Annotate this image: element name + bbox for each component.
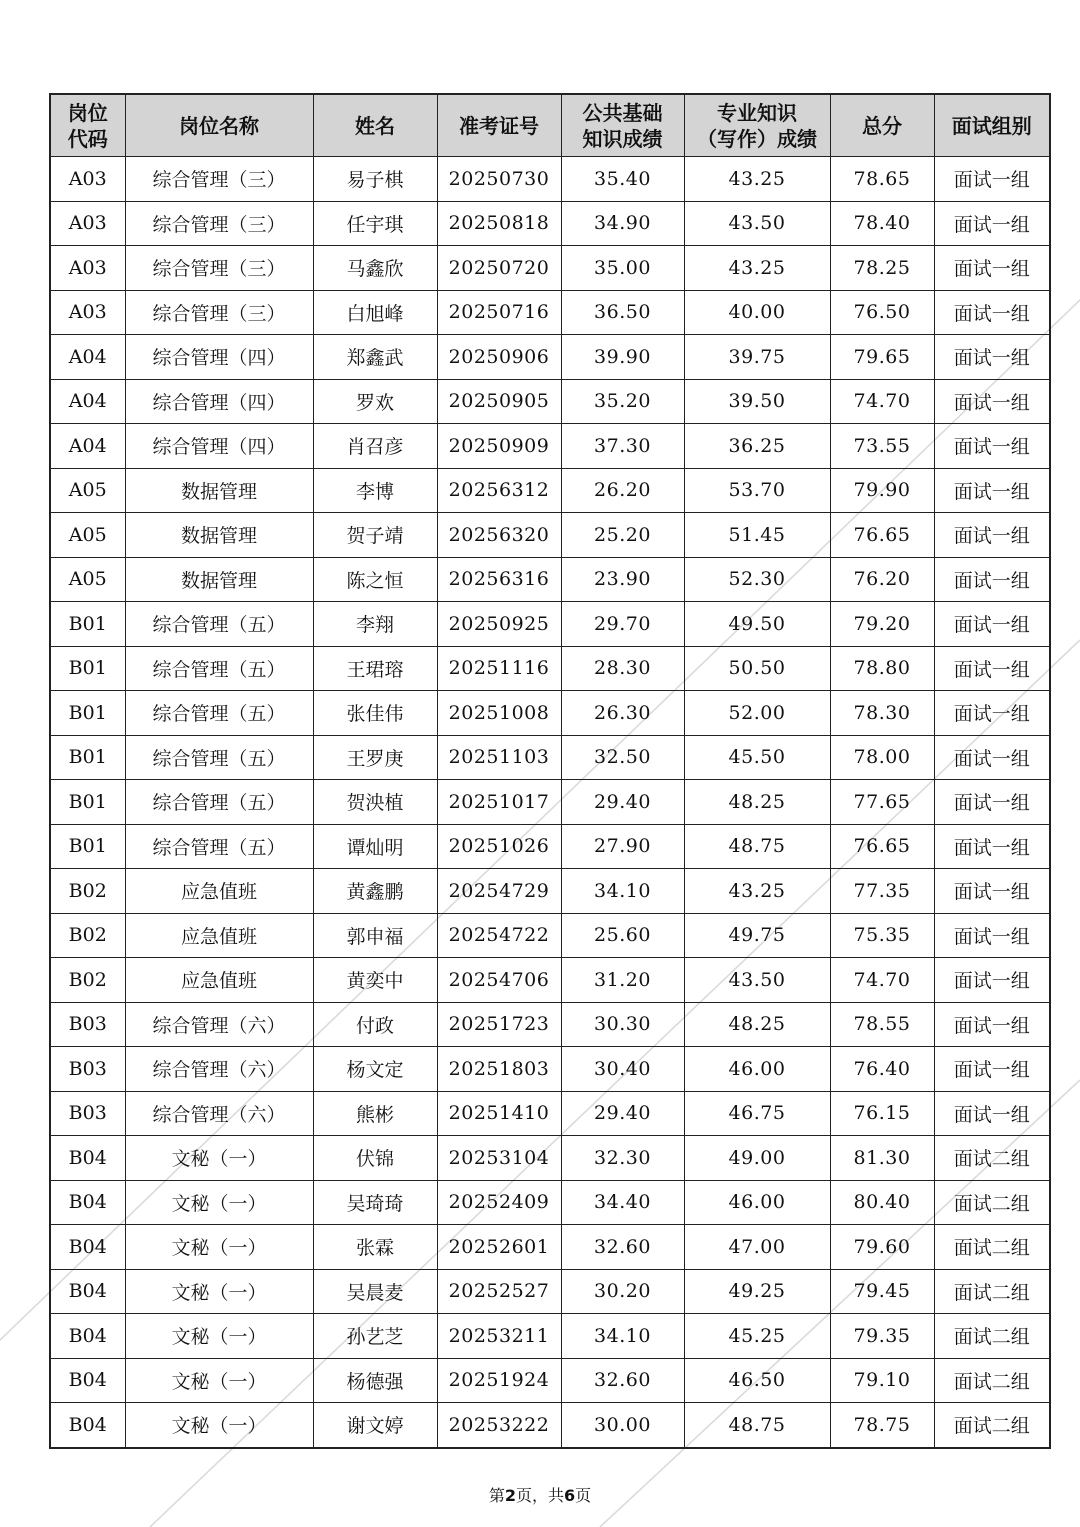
cell-name: 谢文婷: [313, 1403, 437, 1448]
cell-total-score: 78.40: [830, 201, 934, 246]
cell-total-score: 78.25: [830, 246, 934, 291]
cell-professional-score: 36.25: [684, 424, 830, 469]
cell-exam-id: 20250730: [437, 157, 561, 202]
cell-post-name: 应急值班: [125, 913, 313, 958]
table-row: [50, 1047, 1050, 1092]
cell-public-score: 39.90: [561, 335, 684, 380]
cell-interview-group: 面试一组: [934, 735, 1050, 780]
cell-post-name: 文秘（一）: [125, 1136, 313, 1181]
cell-post-name: 应急值班: [125, 958, 313, 1003]
cell-interview-group: 面试二组: [934, 1180, 1050, 1225]
cell-post-name: 综合管理（六）: [125, 1091, 313, 1136]
cell-total-score: 76.65: [830, 513, 934, 558]
cell-interview-group: 面试二组: [934, 1269, 1050, 1314]
cell-public-score: 34.10: [561, 1314, 684, 1359]
table-row: [50, 335, 1050, 380]
cell-post-name: 文秘（一）: [125, 1269, 313, 1314]
cell-professional-score: 49.00: [684, 1136, 830, 1181]
cell-post-name: 数据管理: [125, 468, 313, 513]
cell-public-score: 25.60: [561, 913, 684, 958]
cell-professional-score: 39.75: [684, 335, 830, 380]
cell-interview-group: 面试一组: [934, 913, 1050, 958]
cell-exam-id: 20250925: [437, 602, 561, 647]
cell-post-name: 文秘（一）: [125, 1358, 313, 1403]
cell-professional-score: 49.75: [684, 913, 830, 958]
cell-exam-id: 20251803: [437, 1047, 561, 1092]
cell-exam-id: 20251924: [437, 1358, 561, 1403]
cell-post-name: 综合管理（三）: [125, 290, 313, 335]
cell-name: 杨文定: [313, 1047, 437, 1092]
cell-total-score: 74.70: [830, 379, 934, 424]
cell-exam-id: 20250818: [437, 201, 561, 246]
table-row: [50, 1314, 1050, 1359]
cell-exam-id: 20250906: [437, 335, 561, 380]
cell-post-name: 综合管理（六）: [125, 1047, 313, 1092]
cell-post-code: B03: [50, 1002, 125, 1047]
cell-interview-group: 面试二组: [934, 1358, 1050, 1403]
cell-interview-group: 面试一组: [934, 157, 1050, 202]
cell-name: 贺子靖: [313, 513, 437, 558]
cell-post-name: 综合管理（四）: [125, 335, 313, 380]
cell-public-score: 27.90: [561, 824, 684, 869]
cell-total-score: 76.20: [830, 557, 934, 602]
cell-name: 易子棋: [313, 157, 437, 202]
header-exam-id: 准考证号: [437, 94, 561, 157]
cell-name: 罗欢: [313, 379, 437, 424]
cell-professional-score: 43.25: [684, 869, 830, 914]
cell-name: 肖召彦: [313, 424, 437, 469]
cell-exam-id: 20251017: [437, 780, 561, 825]
cell-post-code: A03: [50, 290, 125, 335]
cell-exam-id: 20256312: [437, 468, 561, 513]
cell-post-name: 综合管理（三）: [125, 201, 313, 246]
cell-exam-id: 20253211: [437, 1314, 561, 1359]
cell-post-code: A04: [50, 379, 125, 424]
cell-professional-score: 46.00: [684, 1180, 830, 1225]
table-row: [50, 869, 1050, 914]
cell-public-score: 26.30: [561, 691, 684, 736]
header-post-code: 岗位 代码: [50, 94, 125, 157]
header-professional-score: 专业知识 （写作）成绩: [684, 94, 830, 157]
cell-total-score: 78.80: [830, 646, 934, 691]
score-table: [49, 93, 1051, 1449]
cell-interview-group: 面试一组: [934, 869, 1050, 914]
cell-total-score: 79.45: [830, 1269, 934, 1314]
table-row: [50, 1091, 1050, 1136]
cell-post-name: 文秘（一）: [125, 1314, 313, 1359]
cell-public-score: 32.60: [561, 1225, 684, 1270]
cell-professional-score: 46.75: [684, 1091, 830, 1136]
cell-public-score: 34.40: [561, 1180, 684, 1225]
cell-professional-score: 49.50: [684, 602, 830, 647]
cell-total-score: 81.30: [830, 1136, 934, 1181]
cell-name: 张霖: [313, 1225, 437, 1270]
cell-public-score: 35.20: [561, 379, 684, 424]
cell-interview-group: 面试一组: [934, 424, 1050, 469]
table-row: [50, 557, 1050, 602]
cell-post-name: 综合管理（四）: [125, 424, 313, 469]
footer-total-pages: 6: [564, 1486, 576, 1505]
table-row: [50, 379, 1050, 424]
table-row: [50, 780, 1050, 825]
cell-post-code: B04: [50, 1180, 125, 1225]
cell-name: 吴晨麦: [313, 1269, 437, 1314]
cell-professional-score: 48.75: [684, 1403, 830, 1448]
cell-professional-score: 43.50: [684, 958, 830, 1003]
cell-post-name: 综合管理（五）: [125, 735, 313, 780]
cell-total-score: 76.50: [830, 290, 934, 335]
cell-exam-id: 20254706: [437, 958, 561, 1003]
cell-name: 郑鑫武: [313, 335, 437, 380]
cell-total-score: 78.55: [830, 1002, 934, 1047]
table-row: [50, 913, 1050, 958]
cell-professional-score: 52.30: [684, 557, 830, 602]
cell-post-code: A05: [50, 468, 125, 513]
table-row: [50, 735, 1050, 780]
cell-post-name: 综合管理（四）: [125, 379, 313, 424]
cell-professional-score: 51.45: [684, 513, 830, 558]
cell-interview-group: 面试一组: [934, 646, 1050, 691]
header-name: 姓名: [313, 94, 437, 157]
table-row: [50, 691, 1050, 736]
table-row: [50, 290, 1050, 335]
header-total-score: 总分: [830, 94, 934, 157]
cell-public-score: 32.30: [561, 1136, 684, 1181]
cell-interview-group: 面试一组: [934, 201, 1050, 246]
cell-name: 谭灿明: [313, 824, 437, 869]
cell-total-score: 77.65: [830, 780, 934, 825]
cell-professional-score: 47.00: [684, 1225, 830, 1270]
cell-professional-score: 43.50: [684, 201, 830, 246]
cell-post-code: A04: [50, 424, 125, 469]
table-row: [50, 1225, 1050, 1270]
cell-total-score: 77.35: [830, 869, 934, 914]
cell-post-code: B03: [50, 1047, 125, 1092]
cell-post-name: 数据管理: [125, 513, 313, 558]
cell-exam-id: 20256316: [437, 557, 561, 602]
cell-public-score: 32.50: [561, 735, 684, 780]
cell-interview-group: 面试一组: [934, 379, 1050, 424]
cell-total-score: 76.65: [830, 824, 934, 869]
cell-public-score: 23.90: [561, 557, 684, 602]
table-row: [50, 1002, 1050, 1047]
cell-professional-score: 49.25: [684, 1269, 830, 1314]
cell-name: 任宇琪: [313, 201, 437, 246]
cell-total-score: 80.40: [830, 1180, 934, 1225]
cell-exam-id: 20254729: [437, 869, 561, 914]
cell-name: 李翔: [313, 602, 437, 647]
cell-post-name: 文秘（一）: [125, 1225, 313, 1270]
cell-name: 孙艺芝: [313, 1314, 437, 1359]
cell-post-code: A05: [50, 513, 125, 558]
cell-name: 马鑫欣: [313, 246, 437, 291]
cell-name: 陈之恒: [313, 557, 437, 602]
cell-total-score: 79.35: [830, 1314, 934, 1359]
cell-total-score: 79.60: [830, 1225, 934, 1270]
cell-total-score: 79.20: [830, 602, 934, 647]
cell-exam-id: 20252601: [437, 1225, 561, 1270]
cell-post-code: A03: [50, 157, 125, 202]
cell-post-code: A05: [50, 557, 125, 602]
cell-name: 黄鑫鹏: [313, 869, 437, 914]
cell-total-score: 76.40: [830, 1047, 934, 1092]
table-row: [50, 1403, 1050, 1448]
cell-professional-score: 48.25: [684, 780, 830, 825]
table-row: [50, 646, 1050, 691]
cell-professional-score: 43.25: [684, 246, 830, 291]
cell-name: 张佳伟: [313, 691, 437, 736]
cell-interview-group: 面试一组: [934, 557, 1050, 602]
table-row: [50, 157, 1050, 202]
cell-professional-score: 45.25: [684, 1314, 830, 1359]
cell-post-code: B02: [50, 913, 125, 958]
cell-total-score: 79.10: [830, 1358, 934, 1403]
cell-interview-group: 面试一组: [934, 1002, 1050, 1047]
cell-name: 吴琦琦: [313, 1180, 437, 1225]
cell-public-score: 30.40: [561, 1047, 684, 1092]
cell-public-score: 37.30: [561, 424, 684, 469]
cell-post-name: 应急值班: [125, 869, 313, 914]
cell-interview-group: 面试一组: [934, 691, 1050, 736]
cell-post-code: B04: [50, 1358, 125, 1403]
cell-post-code: A04: [50, 335, 125, 380]
cell-public-score: 30.20: [561, 1269, 684, 1314]
cell-exam-id: 20253222: [437, 1403, 561, 1448]
cell-exam-id: 20251410: [437, 1091, 561, 1136]
cell-name: 王珺瑢: [313, 646, 437, 691]
cell-interview-group: 面试二组: [934, 1403, 1050, 1448]
cell-post-name: 数据管理: [125, 557, 313, 602]
cell-public-score: 35.00: [561, 246, 684, 291]
cell-public-score: 36.50: [561, 290, 684, 335]
cell-interview-group: 面试一组: [934, 1091, 1050, 1136]
cell-interview-group: 面试二组: [934, 1314, 1050, 1359]
cell-professional-score: 40.00: [684, 290, 830, 335]
cell-post-name: 综合管理（五）: [125, 602, 313, 647]
cell-professional-score: 45.50: [684, 735, 830, 780]
cell-name: 白旭峰: [313, 290, 437, 335]
cell-post-name: 文秘（一）: [125, 1403, 313, 1448]
cell-post-code: B01: [50, 735, 125, 780]
cell-total-score: 75.35: [830, 913, 934, 958]
cell-professional-score: 43.25: [684, 157, 830, 202]
cell-public-score: 29.40: [561, 780, 684, 825]
cell-professional-score: 46.50: [684, 1358, 830, 1403]
cell-public-score: 35.40: [561, 157, 684, 202]
cell-exam-id: 20251103: [437, 735, 561, 780]
cell-professional-score: 48.75: [684, 824, 830, 869]
cell-exam-id: 20251116: [437, 646, 561, 691]
table-row: [50, 513, 1050, 558]
cell-public-score: 34.10: [561, 869, 684, 914]
cell-interview-group: 面试一组: [934, 602, 1050, 647]
cell-post-code: B02: [50, 869, 125, 914]
table-row: [50, 824, 1050, 869]
cell-post-code: B04: [50, 1314, 125, 1359]
cell-public-score: 30.00: [561, 1403, 684, 1448]
cell-post-code: B02: [50, 958, 125, 1003]
cell-post-name: 综合管理（五）: [125, 780, 313, 825]
cell-total-score: 78.65: [830, 157, 934, 202]
cell-total-score: 78.30: [830, 691, 934, 736]
cell-total-score: 79.90: [830, 468, 934, 513]
cell-post-code: A03: [50, 201, 125, 246]
cell-total-score: 74.70: [830, 958, 934, 1003]
cell-interview-group: 面试一组: [934, 1047, 1050, 1092]
table-row: [50, 1269, 1050, 1314]
cell-exam-id: 20251008: [437, 691, 561, 736]
table-row: [50, 424, 1050, 469]
cell-post-code: B01: [50, 824, 125, 869]
cell-exam-id: 20252409: [437, 1180, 561, 1225]
table-row: [50, 246, 1050, 291]
cell-interview-group: 面试一组: [934, 290, 1050, 335]
header-interview-group: 面试组别: [934, 94, 1050, 157]
cell-public-score: 31.20: [561, 958, 684, 1003]
cell-professional-score: 53.70: [684, 468, 830, 513]
cell-post-name: 综合管理（五）: [125, 824, 313, 869]
cell-interview-group: 面试一组: [934, 468, 1050, 513]
cell-professional-score: 46.00: [684, 1047, 830, 1092]
cell-name: 付政: [313, 1002, 437, 1047]
cell-name: 黄奕中: [313, 958, 437, 1003]
cell-interview-group: 面试二组: [934, 1136, 1050, 1181]
cell-exam-id: 20253104: [437, 1136, 561, 1181]
cell-public-score: 32.60: [561, 1358, 684, 1403]
cell-exam-id: 20250909: [437, 424, 561, 469]
cell-post-name: 文秘（一）: [125, 1180, 313, 1225]
cell-post-name: 综合管理（五）: [125, 646, 313, 691]
cell-public-score: 34.90: [561, 201, 684, 246]
cell-total-score: 79.65: [830, 335, 934, 380]
table-row: [50, 958, 1050, 1003]
cell-post-name: 综合管理（五）: [125, 691, 313, 736]
table-row: [50, 1358, 1050, 1403]
cell-exam-id: 20250720: [437, 246, 561, 291]
cell-professional-score: 52.00: [684, 691, 830, 736]
cell-post-code: A03: [50, 246, 125, 291]
cell-exam-id: 20254722: [437, 913, 561, 958]
cell-total-score: 76.15: [830, 1091, 934, 1136]
table-row: [50, 468, 1050, 513]
footer-prefix: 第: [488, 1486, 505, 1505]
cell-interview-group: 面试二组: [934, 1225, 1050, 1270]
footer-suffix: 页: [575, 1486, 592, 1505]
cell-interview-group: 面试一组: [934, 246, 1050, 291]
cell-name: 杨德强: [313, 1358, 437, 1403]
table-row: [50, 602, 1050, 647]
cell-public-score: 26.20: [561, 468, 684, 513]
cell-professional-score: 39.50: [684, 379, 830, 424]
cell-post-code: B01: [50, 691, 125, 736]
cell-total-score: 78.00: [830, 735, 934, 780]
cell-public-score: 25.20: [561, 513, 684, 558]
table-row: [50, 201, 1050, 246]
header-post-name: 岗位名称: [125, 94, 313, 157]
table-header-row: [50, 94, 1050, 157]
footer-middle: 页，共: [515, 1486, 564, 1505]
cell-name: 伏锦: [313, 1136, 437, 1181]
cell-post-code: B03: [50, 1091, 125, 1136]
cell-post-code: B01: [50, 646, 125, 691]
cell-post-code: B04: [50, 1136, 125, 1181]
cell-professional-score: 48.25: [684, 1002, 830, 1047]
cell-post-code: B01: [50, 780, 125, 825]
cell-exam-id: 20256320: [437, 513, 561, 558]
cell-interview-group: 面试一组: [934, 780, 1050, 825]
cell-total-score: 78.75: [830, 1403, 934, 1448]
cell-exam-id: 20251026: [437, 824, 561, 869]
cell-professional-score: 50.50: [684, 646, 830, 691]
cell-post-code: B04: [50, 1269, 125, 1314]
cell-post-name: 综合管理（三）: [125, 157, 313, 202]
cell-name: 贺泱植: [313, 780, 437, 825]
cell-name: 王罗庚: [313, 735, 437, 780]
page-footer: [0, 1483, 1080, 1506]
cell-post-code: B04: [50, 1225, 125, 1270]
cell-interview-group: 面试一组: [934, 824, 1050, 869]
cell-post-code: B01: [50, 602, 125, 647]
cell-public-score: 29.40: [561, 1091, 684, 1136]
cell-exam-id: 20252527: [437, 1269, 561, 1314]
cell-name: 郭申福: [313, 913, 437, 958]
cell-post-code: B04: [50, 1403, 125, 1448]
cell-interview-group: 面试一组: [934, 958, 1050, 1003]
cell-interview-group: 面试一组: [934, 335, 1050, 380]
cell-total-score: 73.55: [830, 424, 934, 469]
cell-exam-id: 20250905: [437, 379, 561, 424]
cell-public-score: 28.30: [561, 646, 684, 691]
cell-public-score: 30.30: [561, 1002, 684, 1047]
table-row: [50, 1180, 1050, 1225]
header-public-score: 公共基础 知识成绩: [561, 94, 684, 157]
footer-current-page: 2: [504, 1486, 516, 1505]
cell-post-name: 综合管理（六）: [125, 1002, 313, 1047]
cell-name: 李博: [313, 468, 437, 513]
cell-exam-id: 20250716: [437, 290, 561, 335]
cell-interview-group: 面试一组: [934, 513, 1050, 558]
cell-name: 熊彬: [313, 1091, 437, 1136]
cell-exam-id: 20251723: [437, 1002, 561, 1047]
cell-post-name: 综合管理（三）: [125, 246, 313, 291]
cell-public-score: 29.70: [561, 602, 684, 647]
table-row: [50, 1136, 1050, 1181]
